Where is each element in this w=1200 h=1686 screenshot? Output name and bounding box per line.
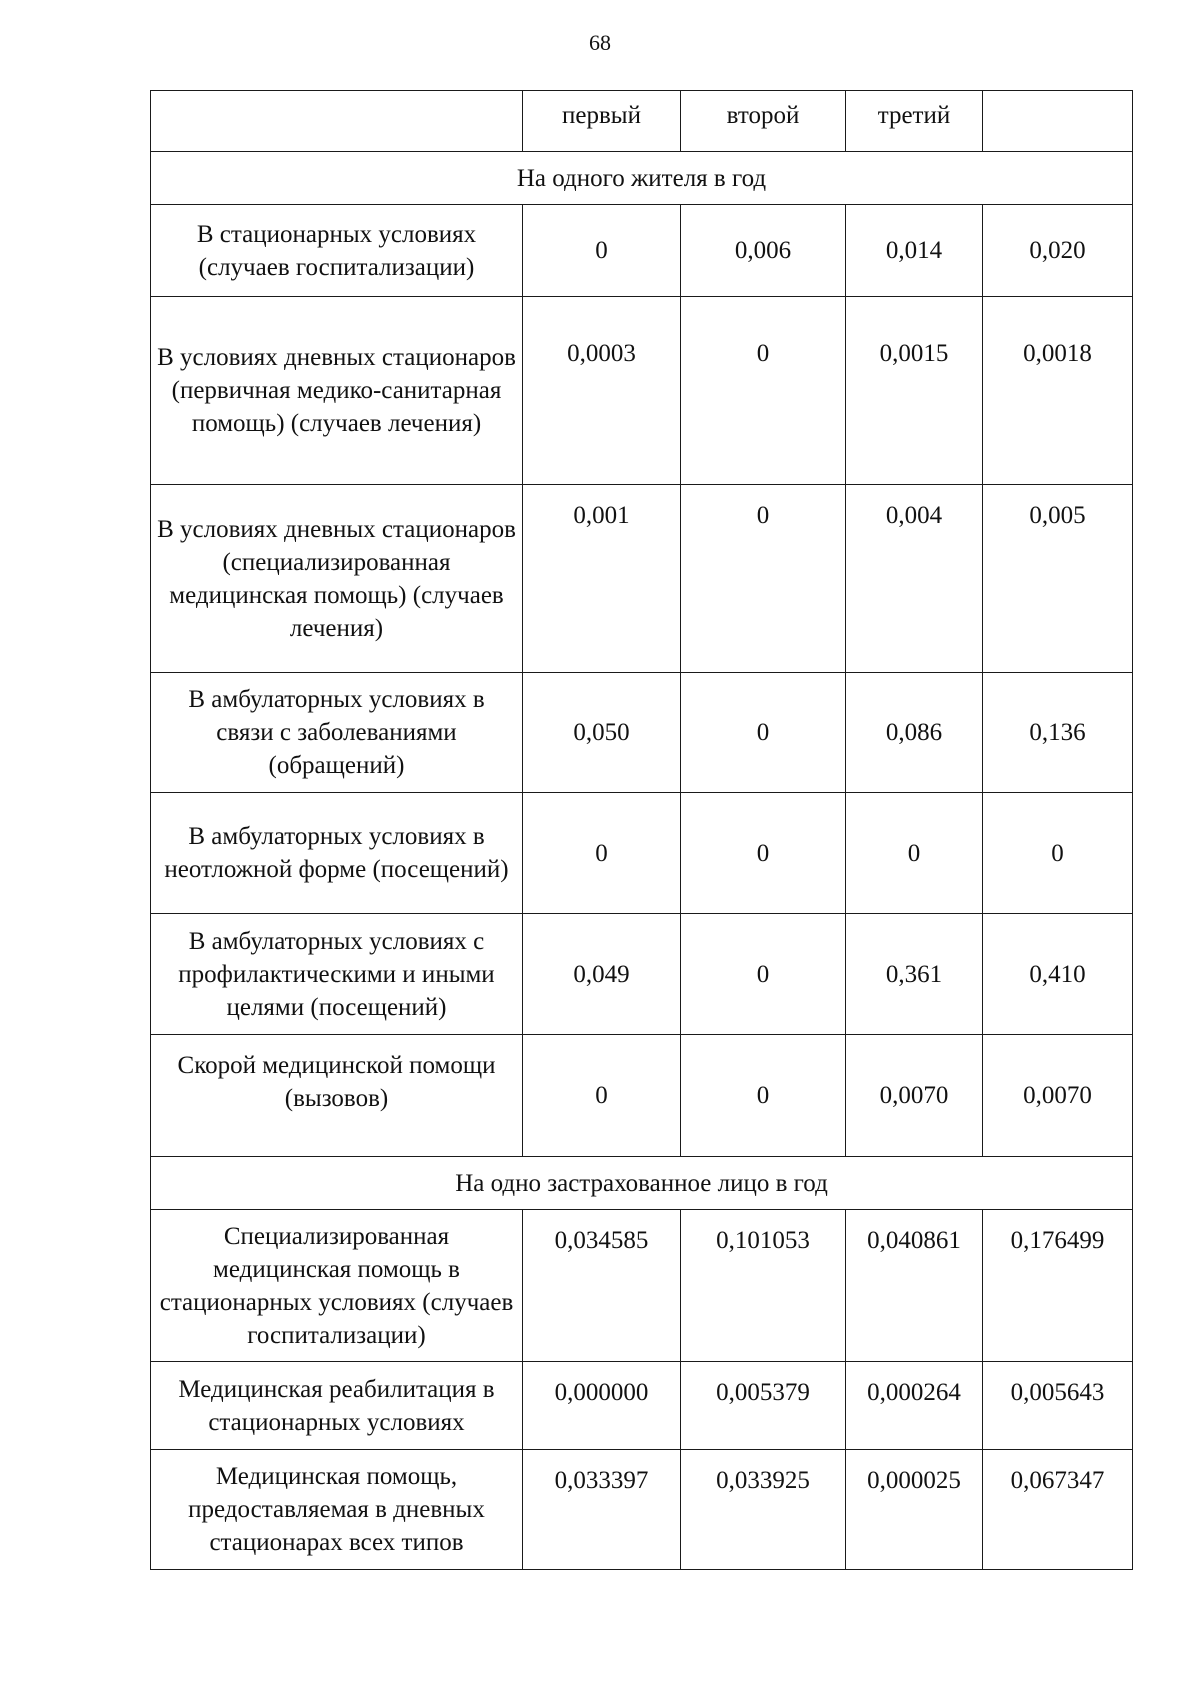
value-cell: 0,033397 <box>523 1450 681 1570</box>
table-row <box>151 297 1133 485</box>
value-cell: 0,050 <box>523 673 681 793</box>
value-cell: 0,0070 <box>983 1035 1133 1157</box>
header-cell-first: первый <box>523 91 681 152</box>
value-cell: 0,004 <box>846 485 983 673</box>
row-label: В условиях дневных стационаров (первичная медико-санитарная помощь) (случаев лечения) <box>151 297 523 485</box>
table-row <box>151 1362 1133 1450</box>
value-cell: 0,101053 <box>681 1210 846 1362</box>
value-cell: 0 <box>681 673 846 793</box>
value-cell: 0,005379 <box>681 1362 846 1450</box>
header-cell-empty <box>151 91 523 152</box>
value-cell: 0,001 <box>523 485 681 673</box>
row-label: Медицинская помощь, предоставляемая в дневных стационарах всех типов <box>151 1450 523 1570</box>
value-cell: 0,086 <box>846 673 983 793</box>
row-label: В условиях дневных стационаров (специализированная медицинская помощь) (случаев лечения) <box>151 485 523 673</box>
value-cell: 0 <box>523 205 681 297</box>
value-cell: 0 <box>681 485 846 673</box>
row-label: В амбулаторных условиях с профилактическими и иными целями (посещений) <box>151 914 523 1035</box>
row-label: Медицинская реабилитация в стационарных условиях <box>151 1362 523 1450</box>
value-cell: 0,000025 <box>846 1450 983 1570</box>
value-cell: 0 <box>681 1035 846 1157</box>
value-cell: 0 <box>523 1035 681 1157</box>
value-cell: 0,410 <box>983 914 1133 1035</box>
value-cell: 0,033925 <box>681 1450 846 1570</box>
value-cell: 0 <box>681 793 846 914</box>
row-label: В амбулаторных условиях в неотложной форме (посещений) <box>151 793 523 914</box>
value-cell: 0,049 <box>523 914 681 1035</box>
value-cell: 0,136 <box>983 673 1133 793</box>
value-cell: 0,014 <box>846 205 983 297</box>
page-number: 68 <box>589 30 611 55</box>
value-cell: 0,0015 <box>846 297 983 485</box>
table-header-row <box>151 91 1133 152</box>
section-title: На одного жителя в год <box>151 152 1133 205</box>
value-cell: 0,000000 <box>523 1362 681 1450</box>
value-cell: 0,361 <box>846 914 983 1035</box>
value-cell: 0 <box>681 914 846 1035</box>
value-cell: 0,067347 <box>983 1450 1133 1570</box>
section-row-per-resident <box>151 152 1133 205</box>
table-row <box>151 914 1133 1035</box>
table-row <box>151 1210 1133 1362</box>
value-cell: 0,0018 <box>983 297 1133 485</box>
table-row <box>151 1450 1133 1570</box>
row-label: Скорой медицинской помощи (вызовов) <box>151 1035 523 1157</box>
header-cell-third: третий <box>846 91 983 152</box>
value-cell: 0,034585 <box>523 1210 681 1362</box>
value-cell: 0,176499 <box>983 1210 1133 1362</box>
value-cell: 0 <box>681 297 846 485</box>
data-table <box>150 90 1133 1570</box>
row-label: В амбулаторных условиях в связи с заболеваниями (обращений) <box>151 673 523 793</box>
table-row <box>151 205 1133 297</box>
row-label: В стационарных условиях (случаев госпитализации) <box>151 205 523 297</box>
value-cell: 0 <box>846 793 983 914</box>
value-cell: 0,020 <box>983 205 1133 297</box>
value-cell: 0,0003 <box>523 297 681 485</box>
section-row-per-insured <box>151 1157 1133 1210</box>
table-row <box>151 485 1133 673</box>
value-cell: 0,0070 <box>846 1035 983 1157</box>
table-row <box>151 793 1133 914</box>
table-row <box>151 673 1133 793</box>
value-cell: 0,000264 <box>846 1362 983 1450</box>
value-cell: 0 <box>523 793 681 914</box>
header-cell-total <box>983 91 1133 152</box>
value-cell: 0,005 <box>983 485 1133 673</box>
header-cell-second: второй <box>681 91 846 152</box>
section-title: На одно застрахованное лицо в год <box>151 1157 1133 1210</box>
value-cell: 0 <box>983 793 1133 914</box>
value-cell: 0,006 <box>681 205 846 297</box>
table-row <box>151 1035 1133 1157</box>
row-label: Специализированная медицинская помощь в стационарных условиях (случаев госпитализации) <box>151 1210 523 1362</box>
value-cell: 0,040861 <box>846 1210 983 1362</box>
value-cell: 0,005643 <box>983 1362 1133 1450</box>
